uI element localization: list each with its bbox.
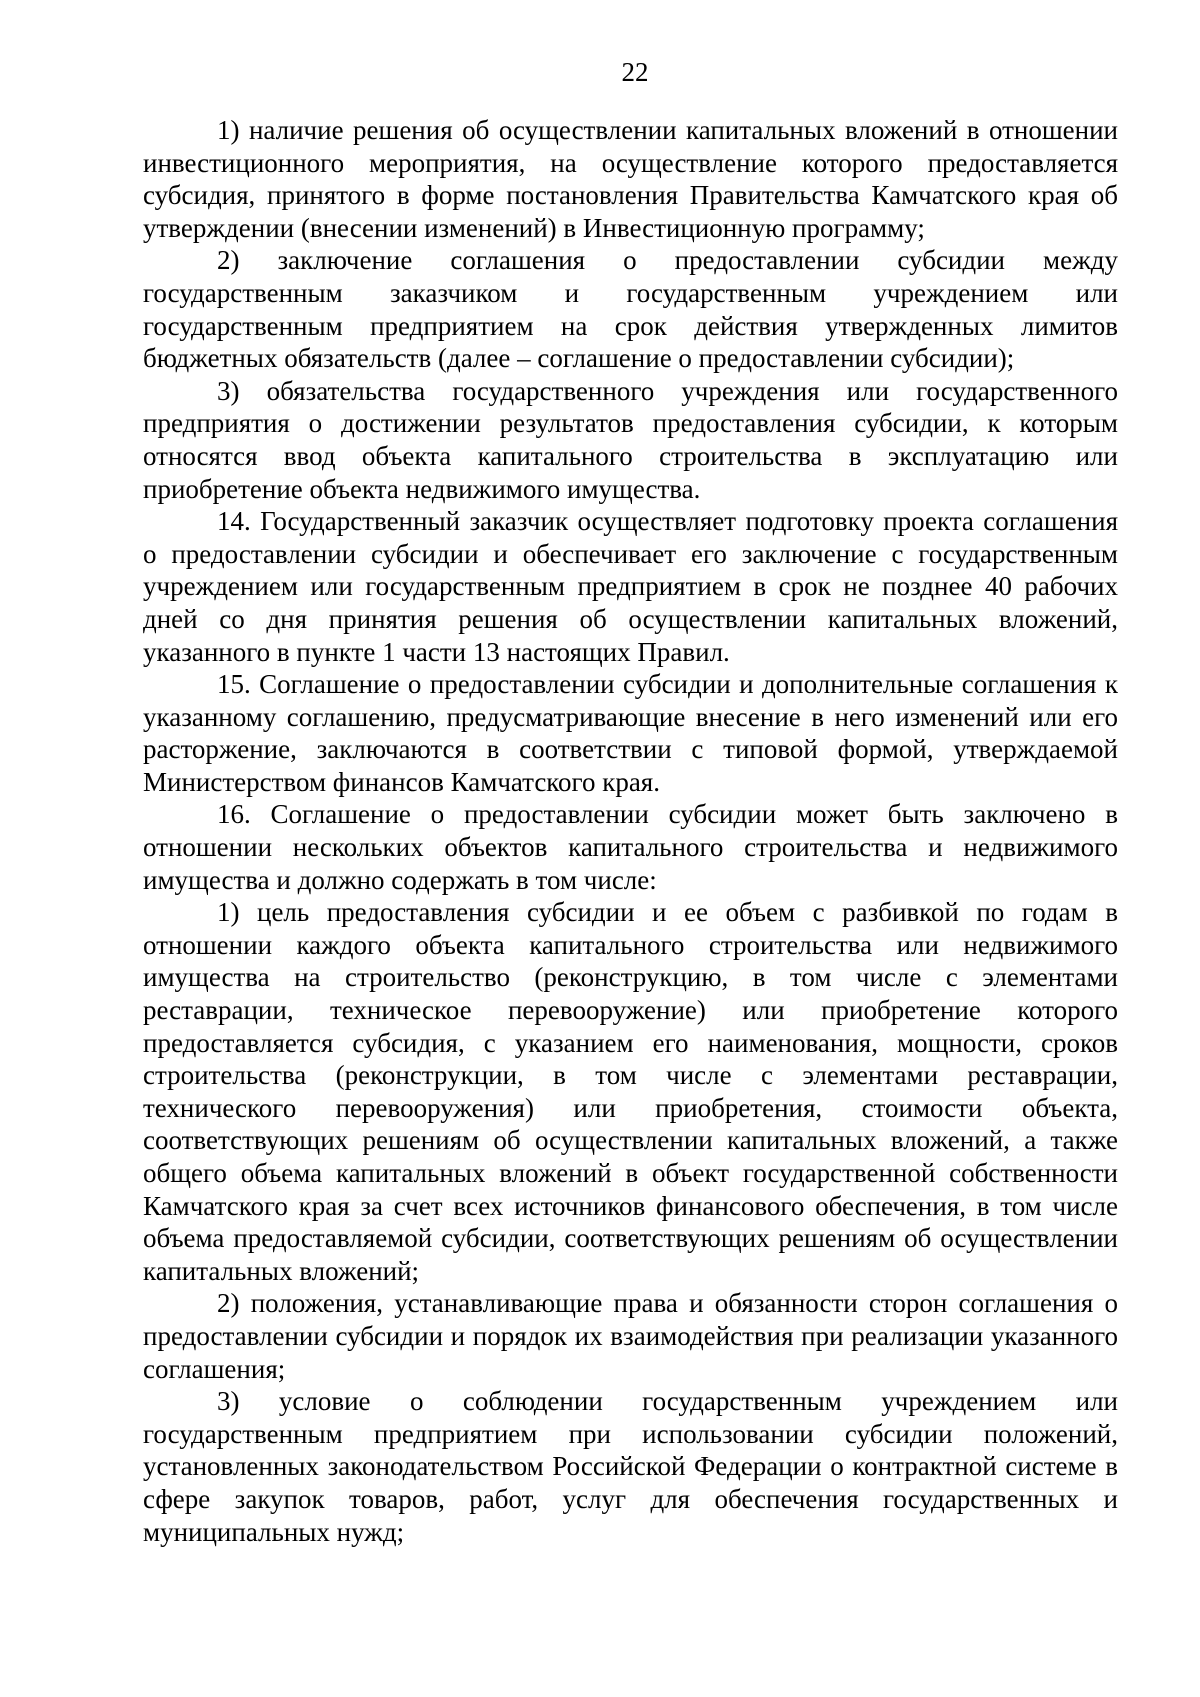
paragraph-clause-16: 16. Соглашение о предоставлении субсидии может быть заключено в отношении нескольких объектов капитального строительства и недвижимого имущества и должно содержать в том числе: [143, 799, 1118, 895]
paragraph-item-1-decision: 1) наличие решения об осуществлении капитальных вложений в отношении инвестиционного мероприятия, на осуществление которого предоставляется субсидия, принятого в форме постановления Правительства Камчатского края об утверждении (внесении изменений) в Инвестиционную программу; [143, 115, 1118, 243]
document-body [143, 114, 1118, 1548]
paragraph-clause-16-item-3: 3) условие о соблюдении государственным учреждением или государственным предприятием при использовании субсидии положений, установленных законодательством Российской Федерации о контрактной системе в сфере закупок товаров, работ, услуг для обеспечения государственных и муниципальных нужд; [143, 1386, 1118, 1547]
paragraph-clause-15: 15. Соглашение о предоставлении субсидии и дополнительные соглашения к указанному соглашению, предусматривающие внесение в него изменений или его расторжение, заключаются в соответствии с типовой формой, утверждаемой Министерством финансов Камчатского края. [143, 669, 1118, 797]
paragraph-clause-16-item-2: 2) положения, устанавливающие права и обязанности сторон соглашения о предоставлении субсидии и порядок их взаимодействия при реализации указанного соглашения; [143, 1288, 1118, 1384]
paragraph-item-2-agreement: 2) заключение соглашения о предоставлении субсидии между государственным заказчиком и государственным учреждением или государственным предприятием на срок действия утвержденных лимитов бюджетных обязательств (далее – соглашение о предоставлении субсидии); [143, 245, 1118, 374]
page-number: 22 [621, 57, 649, 87]
paragraph-item-3-obligations: 3) обязательства государственного учреждения или государственного предприятия о достижении результатов предоставления субсидии, к которым относятся ввод объекта капитального строительства в эксплуатацию или приобретение объекта недвижимого имущества. [143, 375, 1118, 504]
paragraph-clause-16-item-1: 1) цель предоставления субсидии и ее объем с разбивкой по годам в отношении каждого объекта капитального строительства или недвижимого имущества на строительство (реконструкцию, в том числе с элементами реставрации, техническое перевооружение) или приобретение которого предоставляется субсидия, с указанием его наименования, мощности, сроков строительства (реконструкции, в том числе с элементами реставрации, технического перевооружения) или приобретения, стоимости объекта, соответствующих решениям об осуществлении капитальных вложений, а также общего объема капитальных вложений в объект государственной собственности Камчатского края за счет всех источников финансового обеспечения, в том числе объема предоставляемой субсидии, соответствующих решениям об осуществлении капитальных вложений; [143, 897, 1118, 1286]
paragraph-clause-14: 14. Государственный заказчик осуществляет подготовку проекта соглашения о предоставлении субсидии и обеспечивает его заключение с государственным учреждением или государственным предприятием в срок не позднее 40 рабочих дней со дня принятия решения об осуществлении капитальных вложений, указанного в пункте 1 части 13 настоящих Правил. [143, 506, 1118, 667]
